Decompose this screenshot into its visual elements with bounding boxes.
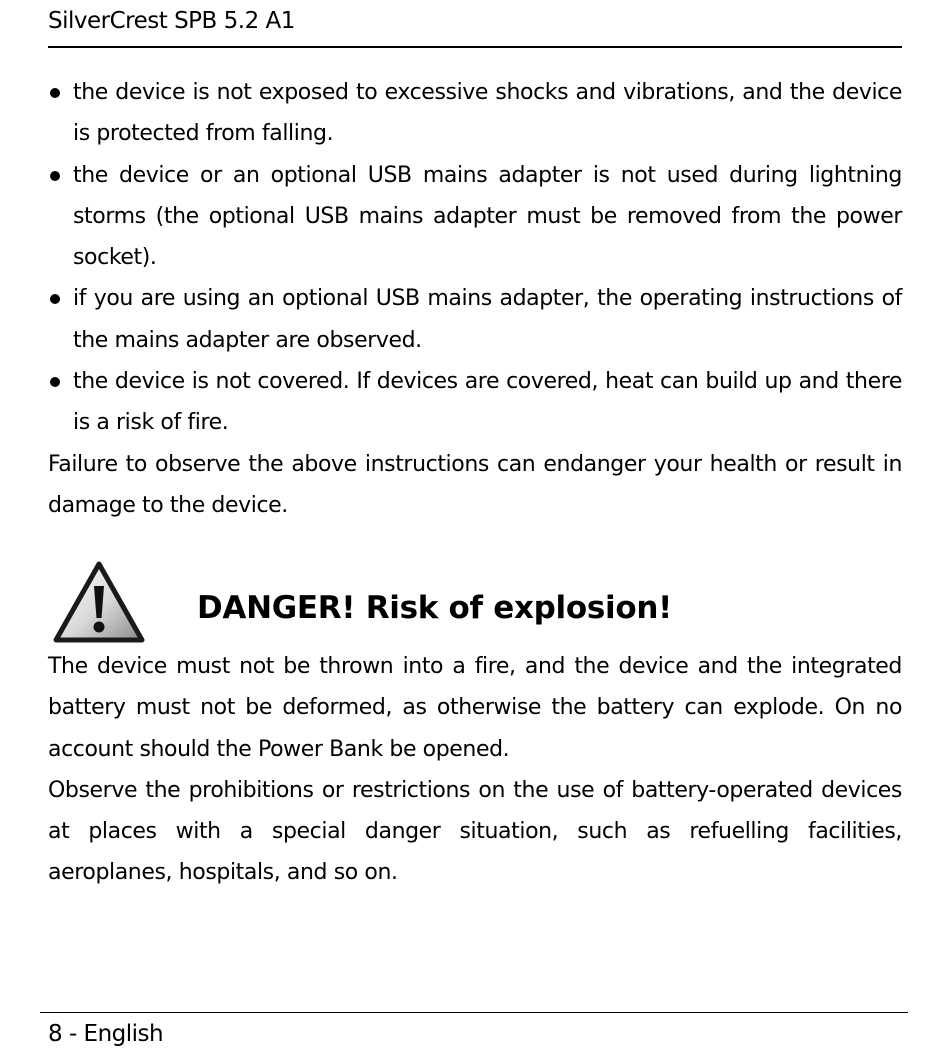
bullet-item: the device or an optional USB mains adapter is not used during lightning storms (the optional USB mains adapter must be removed from the power socket). — [48, 155, 902, 279]
page-footer — [40, 1012, 908, 1047]
bullet-item: the device is not exposed to excessive shocks and vibrations, and the device is protected from falling. — [48, 72, 902, 155]
page-number-label: 8 - English — [48, 1021, 164, 1047]
bullet-item: if you are using an optional USB mains adapter, the operating instructions of the mains adapter are observed. — [48, 278, 902, 361]
header-title: SilverCrest SPB 5.2 A1 — [48, 8, 295, 34]
page-header — [48, 6, 902, 48]
bullet-item: the device is not covered. If devices are covered, heat can build up and there is a risk of fire. — [48, 361, 902, 444]
warning-triangle-icon — [52, 560, 146, 644]
warning-title: DANGER! Risk of explosion! — [197, 590, 672, 626]
main-content — [48, 72, 902, 526]
safety-bullet-list — [48, 72, 902, 444]
danger-paragraph: Observe the prohibitions or restrictions on the use of battery-operated devices at places with a special danger situation, such as refuelling facilities, aeroplanes, hospitals, and so on. — [48, 777, 902, 886]
danger-description — [48, 646, 902, 894]
danger-paragraph: The device must not be thrown into a fire, and the device and the integrated battery must not be deformed, as otherwise the battery can explode. On no account should the Power Bank be opened. — [48, 654, 902, 762]
failure-note: Failure to observe the above instructions can endanger your health or result in damage to the device. — [48, 451, 902, 518]
